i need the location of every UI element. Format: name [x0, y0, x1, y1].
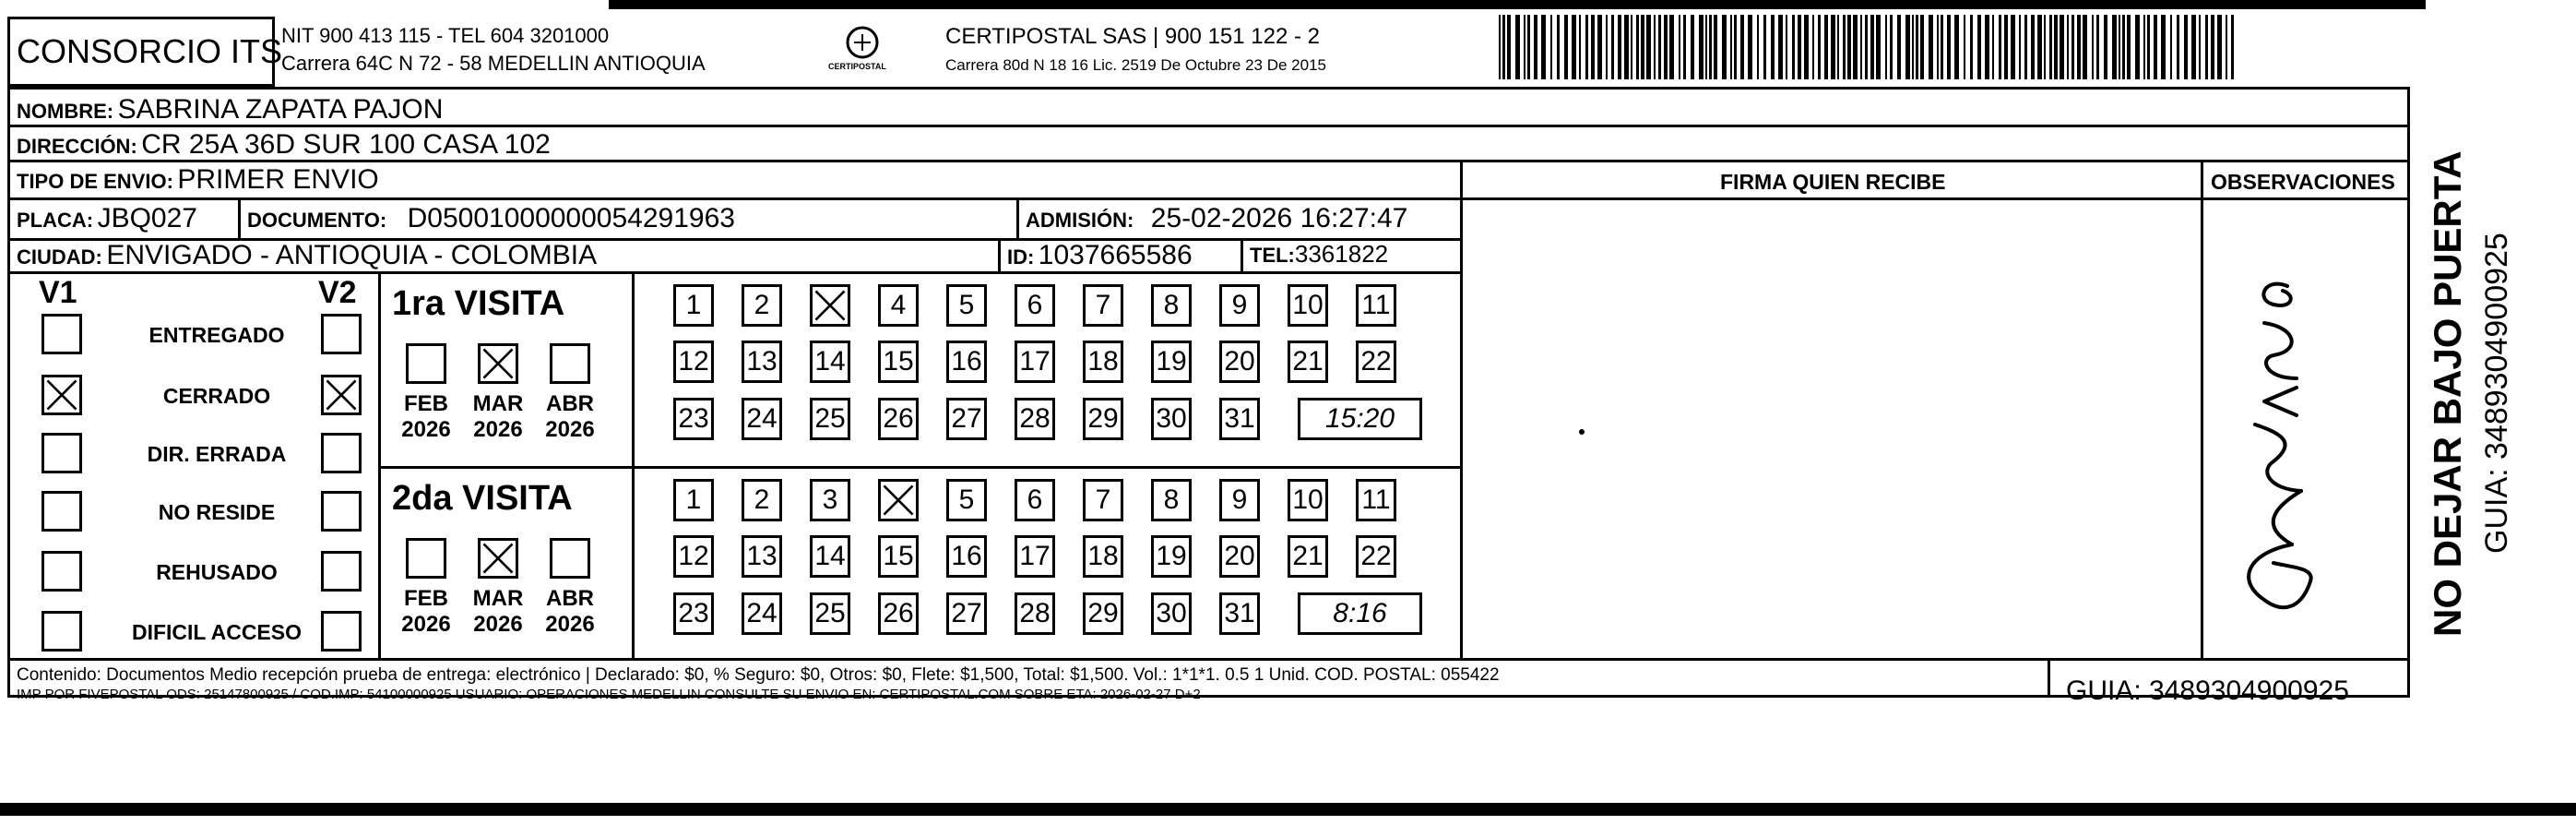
- day-box[interactable]: 8: [1151, 479, 1192, 521]
- checked-mark-icon: [813, 287, 848, 324]
- v1-header: V1: [39, 275, 77, 310]
- day-box[interactable]: 20: [1219, 341, 1260, 383]
- barcode-bar: [2135, 15, 2140, 79]
- day-box[interactable]: 10: [1288, 284, 1328, 327]
- barcode-bar: [1611, 15, 1614, 79]
- month-label: [466, 586, 530, 637]
- col-line: [1241, 238, 1243, 271]
- day-box[interactable]: 28: [1015, 592, 1055, 635]
- barcode-bar: [2096, 15, 2099, 79]
- barcode-bar: [1705, 15, 1707, 79]
- admision-label: ADMISIÓN:: [1026, 209, 1134, 232]
- footer-content-line: Contenido: Documentos Medio recepción prueba de entrega: electrónico | Declarado: $0, % Seguro: $0, Otros: $0, Flete: $1,500, Total: $1,500. Vol.: 1*1*1. 0.5 1 Unid. COD. POSTAL: 055422: [17, 665, 1500, 685]
- signature-dot: [1579, 429, 1585, 435]
- day-box[interactable]: 25: [810, 398, 850, 440]
- barcode-bar: [1722, 15, 1727, 79]
- barcode-bar: [1870, 15, 1874, 79]
- day-box[interactable]: 21: [1288, 535, 1328, 578]
- day-box[interactable]: 18: [1083, 535, 1123, 578]
- side-warning: NO DEJAR BAJO PUERTA: [2426, 150, 2469, 637]
- barcode-bar: [2067, 15, 2069, 79]
- day-box[interactable]: 26: [878, 592, 919, 635]
- row-line: [7, 271, 1460, 274]
- barcode-bar: [2044, 15, 2046, 79]
- v1-checkbox[interactable]: [42, 314, 82, 354]
- day-box[interactable]: 27: [946, 592, 987, 635]
- admision-value: 25-02-2026 16:27:47: [1150, 203, 1408, 233]
- barcode-bar: [1860, 15, 1862, 79]
- barcode-bar: [1572, 15, 1576, 79]
- month-name: MAR: [472, 391, 524, 416]
- barcode-bar: [2119, 15, 2120, 79]
- v2-checkbox[interactable]: [321, 314, 362, 354]
- barcode-bar: [1837, 15, 1839, 79]
- nombre-value: SABRINA ZAPATA PAJON: [117, 94, 444, 125]
- tel-label: TEL:: [1250, 244, 1295, 267]
- barcode-bar: [1912, 15, 1914, 79]
- day-box[interactable]: 16: [946, 535, 987, 578]
- barcode-bar: [2092, 15, 2094, 79]
- day-box[interactable]: 29: [1083, 398, 1123, 440]
- day-box[interactable]: 1: [673, 479, 714, 521]
- barcode-bar: [1818, 15, 1821, 79]
- barcode-bar: [1507, 15, 1511, 79]
- col-line: [1460, 160, 1463, 658]
- barcode-bar: [1740, 15, 1744, 79]
- footer-imp-line: IMP POR FIVEPOSTAL ODS: 25147800925 / COD.IMP: 54100000925 USUARIO: OPERACIONES MEDELLIN CONSULTE SU ENVIO EN: CERTIPOSTAL.COM SOBRE ETA: 2026-02-27 D+2: [17, 687, 1201, 702]
- v2-checkbox[interactable]: [321, 433, 362, 473]
- barcode-bar: [1691, 15, 1694, 79]
- month-year: 2026: [401, 416, 451, 442]
- barcode-bar: [2231, 15, 2234, 79]
- month-checkbox[interactable]: [406, 343, 446, 384]
- direccion-label: DIRECCIÓN:: [17, 135, 137, 158]
- barcode-bar: [1679, 15, 1680, 79]
- barcode-bar: [1778, 15, 1783, 79]
- day-box[interactable]: 19: [1151, 535, 1192, 578]
- barcode-bar: [1853, 15, 1858, 79]
- certipostal-logo: [821, 22, 904, 78]
- month-label: [394, 586, 458, 637]
- day-box[interactable]: 28: [1015, 398, 1055, 440]
- month-label: [538, 586, 602, 637]
- barcode-bar: [1618, 15, 1621, 79]
- col-line: [378, 271, 381, 658]
- barcode-bar: [1699, 15, 1703, 79]
- barcode-bar: [1624, 15, 1629, 79]
- row-line: [7, 125, 2410, 127]
- col-line: [632, 271, 635, 658]
- barcode-bar: [2019, 15, 2021, 79]
- side-guia: GUIA: 3489304900925: [2479, 233, 2514, 554]
- barcode-bar: [1812, 15, 1814, 79]
- day-box[interactable]: 17: [1015, 341, 1055, 383]
- footer-guia: GUIA: 3489304900925: [2066, 676, 2349, 706]
- barcode-bar: [1502, 15, 1505, 79]
- month-name: ABR: [546, 586, 594, 611]
- day-box[interactable]: 30: [1151, 398, 1192, 440]
- row-line: [7, 197, 2410, 200]
- barcode-bar: [1709, 15, 1712, 79]
- barcode-bar: [2199, 15, 2201, 79]
- barcode-bar: [2112, 15, 2117, 79]
- day-box[interactable]: 30: [1151, 592, 1192, 635]
- col-line: [998, 238, 1001, 271]
- barcode-bar: [2217, 15, 2222, 79]
- day-box[interactable]: 21: [1288, 341, 1328, 383]
- barcode-bar: [2037, 15, 2042, 79]
- tel-value: 3361822: [1294, 240, 1389, 268]
- barcode-bar: [1916, 15, 1918, 79]
- day-box[interactable]: 24: [742, 398, 782, 440]
- top-border-bar: [609, 0, 2426, 9]
- month-label: [538, 391, 602, 442]
- ciudad-label: CIUDAD:: [17, 245, 102, 269]
- day-box[interactable]: 13: [742, 341, 782, 383]
- license-line: Carrera 80d N 18 16 Lic. 2519 De Octubre 23 De 2015: [945, 56, 1326, 74]
- barcode-bar: [2011, 15, 2015, 79]
- checked-mark-icon: [44, 377, 79, 412]
- checked-mark-icon: [481, 541, 516, 576]
- day-box[interactable]: 15: [878, 535, 919, 578]
- month-name: MAR: [472, 586, 524, 611]
- barcode-bar: [2211, 15, 2214, 79]
- barcode-bar: [1641, 15, 1644, 79]
- status-option-label: REHUSADO: [156, 560, 278, 584]
- v1-checkbox[interactable]: [42, 491, 82, 532]
- barcode-bar: [2122, 15, 2125, 79]
- day-box[interactable]: 6: [1015, 479, 1055, 521]
- day-box[interactable]: 29: [1083, 592, 1123, 635]
- barcode-bar: [1606, 15, 1608, 79]
- month-label: [394, 391, 458, 442]
- barcode-bar: [1905, 15, 1910, 79]
- day-box[interactable]: 9: [1219, 284, 1260, 327]
- month-year: 2026: [545, 416, 595, 442]
- visit-title: 2da VISITA: [392, 479, 573, 518]
- barcode-bar: [1714, 15, 1717, 79]
- month-name: ABR: [546, 391, 594, 416]
- direccion-value: CR 25A 36D SUR 100 CASA 102: [141, 129, 551, 160]
- status-option-label: DIFICIL ACCESO: [131, 620, 302, 644]
- logo-text: CERTIPOSTAL: [828, 62, 886, 71]
- month-checkbox[interactable]: [478, 343, 518, 384]
- v2-checkbox[interactable]: [321, 375, 362, 415]
- barcode-bar: [1646, 15, 1651, 79]
- barcode-bar: [2049, 15, 2052, 79]
- barcode-bar: [1557, 15, 1560, 79]
- barcode-bar: [1534, 15, 1537, 79]
- day-box[interactable]: 4: [878, 284, 919, 327]
- status-option-label: NO RESIDE: [158, 500, 276, 524]
- barcode-bar: [1947, 15, 1951, 79]
- barcode-bar: [1585, 15, 1588, 79]
- v1-checkbox[interactable]: [42, 611, 82, 652]
- nit-line: NIT 900 413 115 - TEL 604 3201000: [281, 24, 610, 47]
- day-box[interactable]: 7: [1083, 479, 1123, 521]
- day-box[interactable]: [810, 284, 850, 327]
- barcode-bar: [1597, 15, 1602, 79]
- barcode-bar: [1658, 15, 1661, 79]
- barcode-bar: [1999, 15, 2001, 79]
- v1-checkbox[interactable]: [42, 433, 82, 473]
- day-box[interactable]: 22: [1356, 341, 1396, 383]
- barcode-bar: [1992, 15, 1994, 79]
- barcode-bar: [1631, 15, 1632, 79]
- barcode-bar: [2104, 15, 2107, 79]
- day-box[interactable]: 12: [673, 535, 714, 578]
- barcode-bar: [2083, 15, 2087, 79]
- day-box[interactable]: 5: [946, 479, 987, 521]
- barcode-bar: [1865, 15, 1868, 79]
- barcode-bar: [2004, 15, 2008, 79]
- barcode-bar: [1669, 15, 1674, 79]
- barcode-bar: [1937, 15, 1939, 79]
- barcode-bar: [1804, 15, 1809, 79]
- barcode-bar: [1929, 15, 1933, 79]
- day-box[interactable]: 6: [1015, 284, 1055, 327]
- col-line: [2201, 160, 2203, 658]
- barcode-bar: [2031, 15, 2035, 79]
- day-box[interactable]: 31: [1219, 592, 1260, 635]
- status-option-label: DIR. ERRADA: [147, 442, 287, 466]
- id-label: ID:: [1007, 245, 1035, 269]
- bottom-border-bar: [0, 803, 2576, 816]
- barcode-bar: [2154, 15, 2157, 79]
- tipo-envio-value: PRIMER ENVIO: [177, 164, 379, 195]
- day-box[interactable]: [878, 479, 919, 521]
- day-box[interactable]: 18: [1083, 341, 1123, 383]
- day-box[interactable]: 3: [810, 479, 850, 521]
- barcode-bar: [1831, 15, 1835, 79]
- day-box[interactable]: 15: [878, 341, 919, 383]
- barcode-bar: [1964, 15, 1965, 79]
- documento-value: D05001000000054291963: [407, 203, 735, 233]
- day-box[interactable]: 25: [810, 592, 850, 635]
- barcode-bar: [1792, 15, 1795, 79]
- month-label: [466, 391, 530, 442]
- day-box[interactable]: 14: [810, 341, 850, 383]
- v2-checkbox[interactable]: [321, 491, 362, 532]
- day-box[interactable]: 11: [1356, 284, 1396, 327]
- barcode-bar: [2127, 15, 2131, 79]
- barcode-bar: [1591, 15, 1595, 79]
- placa-label: PLACA:: [17, 209, 94, 232]
- barcode-bar: [2177, 15, 2179, 79]
- barcode-bar: [2143, 15, 2145, 79]
- month-year: 2026: [473, 416, 523, 442]
- v1-checkbox[interactable]: [42, 375, 82, 415]
- barcode-bar: [2147, 15, 2150, 79]
- barcode-bar: [1515, 15, 1520, 79]
- placa-value: JBQ027: [97, 203, 197, 233]
- visit-time-box[interactable]: 8:16: [1298, 592, 1422, 635]
- day-box[interactable]: 14: [810, 535, 850, 578]
- barcode-bar: [1876, 15, 1881, 79]
- barcode-bar: [1730, 15, 1732, 79]
- v2-header: V2: [318, 275, 357, 310]
- v1-checkbox[interactable]: [42, 551, 82, 592]
- month-name: FEB: [404, 391, 448, 416]
- barcode-bar: [2077, 15, 2081, 79]
- barcode-bar: [1985, 15, 1989, 79]
- row-line: [378, 466, 1460, 469]
- month-checkbox[interactable]: [478, 538, 518, 579]
- barcode-bar: [1885, 15, 1887, 79]
- day-box[interactable]: 17: [1015, 535, 1055, 578]
- day-box[interactable]: 2: [742, 479, 782, 521]
- firma-header: FIRMA QUIEN RECIBE: [1720, 170, 1946, 194]
- observaciones-header: OBSERVACIONES: [2211, 170, 2395, 194]
- barcode-bar: [1579, 15, 1581, 79]
- day-box[interactable]: 5: [946, 284, 987, 327]
- day-box[interactable]: 13: [742, 535, 782, 578]
- barcode-bar: [2191, 15, 2196, 79]
- month-checkbox[interactable]: [550, 343, 590, 384]
- month-name: FEB: [404, 586, 448, 611]
- barcode-bar: [1970, 15, 1973, 79]
- company-address: Carrera 64C N 72 - 58 MEDELLIN ANTIOQUIA: [281, 52, 706, 75]
- visit-time-box[interactable]: 15:20: [1298, 398, 1422, 440]
- visit-title: 1ra VISITA: [392, 284, 565, 323]
- month-checkbox[interactable]: [550, 538, 590, 579]
- company-name: CONSORCIO ITS: [17, 32, 283, 70]
- nombre-label: NOMBRE:: [17, 100, 114, 123]
- barcode-bar: [1664, 15, 1668, 79]
- barcode-bar: [1890, 15, 1893, 79]
- checked-mark-icon: [481, 346, 516, 381]
- day-box[interactable]: 16: [946, 341, 987, 383]
- barcode-bar: [1636, 15, 1639, 79]
- barcode-bar: [1499, 15, 1501, 79]
- day-box[interactable]: 7: [1083, 284, 1123, 327]
- day-box[interactable]: 9: [1219, 479, 1260, 521]
- barcode-bar: [1527, 15, 1530, 79]
- checked-mark-icon: [324, 377, 359, 412]
- barcode-bar: [1541, 15, 1546, 79]
- barcode-bar: [1824, 15, 1828, 79]
- barcode-bar: [1920, 15, 1924, 79]
- barcode-bar: [2161, 15, 2166, 79]
- day-box[interactable]: 12: [673, 341, 714, 383]
- barcode-bar: [1771, 15, 1775, 79]
- day-box[interactable]: 26: [878, 398, 919, 440]
- day-box[interactable]: 11: [1356, 479, 1396, 521]
- col-line: [2048, 658, 2050, 698]
- month-year: 2026: [545, 611, 595, 637]
- barcode-bar: [1550, 15, 1552, 79]
- barcode-bar: [2170, 15, 2172, 79]
- row-line: [7, 160, 2410, 162]
- day-box[interactable]: 19: [1151, 341, 1192, 383]
- barcode-bar: [1564, 15, 1568, 79]
- barcode-bar: [1734, 15, 1737, 79]
- ciudad-value: ENVIGADO - ANTIOQUIA - COLOMBIA: [106, 240, 598, 270]
- barcode-bar: [1524, 15, 1525, 79]
- barcode-bar: [2054, 15, 2058, 79]
- barcode-bar: [1748, 15, 1752, 79]
- barcode-bar: [1941, 15, 1943, 79]
- status-option-label: ENTREGADO: [148, 323, 285, 347]
- barcode-bar: [1798, 15, 1801, 79]
- barcode-bar: [1786, 15, 1787, 79]
- barcode-bar: [2184, 15, 2188, 79]
- barcode-bar: [2226, 15, 2227, 79]
- tipo-envio-label: TIPO DE ENVIO:: [17, 170, 173, 193]
- barcode-bar: [2205, 15, 2208, 79]
- checked-mark-icon: [881, 482, 916, 519]
- barcode-bar: [2060, 15, 2064, 79]
- day-box[interactable]: 20: [1219, 535, 1260, 578]
- col-line: [1016, 197, 1019, 238]
- day-box[interactable]: 10: [1288, 479, 1328, 521]
- barcode-bar: [2071, 15, 2074, 79]
- day-box[interactable]: 8: [1151, 284, 1192, 327]
- barcode-bar: [1954, 15, 1959, 79]
- month-checkbox[interactable]: [406, 538, 446, 579]
- certipostal-line: CERTIPOSTAL SAS | 900 151 122 - 2: [945, 24, 1320, 49]
- month-year: 2026: [401, 611, 451, 637]
- id-value: 1037665586: [1038, 240, 1193, 270]
- v2-checkbox[interactable]: [321, 611, 362, 652]
- barcode-bar: [1897, 15, 1901, 79]
- barcode-bar: [1847, 15, 1851, 79]
- barcode-bar: [1654, 15, 1656, 79]
- day-box[interactable]: 23: [673, 592, 714, 635]
- day-box[interactable]: 24: [742, 592, 782, 635]
- day-box[interactable]: 22: [1356, 535, 1396, 578]
- month-year: 2026: [473, 611, 523, 637]
- col-line: [238, 197, 241, 238]
- day-box[interactable]: 27: [946, 398, 987, 440]
- barcode-bar: [2024, 15, 2027, 79]
- day-box[interactable]: 2: [742, 284, 782, 327]
- day-box[interactable]: 31: [1219, 398, 1260, 440]
- barcode-bar: [1763, 15, 1766, 79]
- v2-checkbox[interactable]: [321, 551, 362, 592]
- day-box[interactable]: 23: [673, 398, 714, 440]
- barcode: [1499, 15, 2237, 79]
- barcode-bar: [1683, 15, 1686, 79]
- status-option-label: CERRADO: [162, 384, 271, 408]
- day-box[interactable]: 1: [673, 284, 714, 327]
- barcode-bar: [1977, 15, 1981, 79]
- barcode-bar: [1757, 15, 1759, 79]
- documento-label: DOCUMENTO:: [247, 209, 387, 232]
- recipient-signature: [2209, 249, 2347, 646]
- barcode-bar: [1843, 15, 1846, 79]
